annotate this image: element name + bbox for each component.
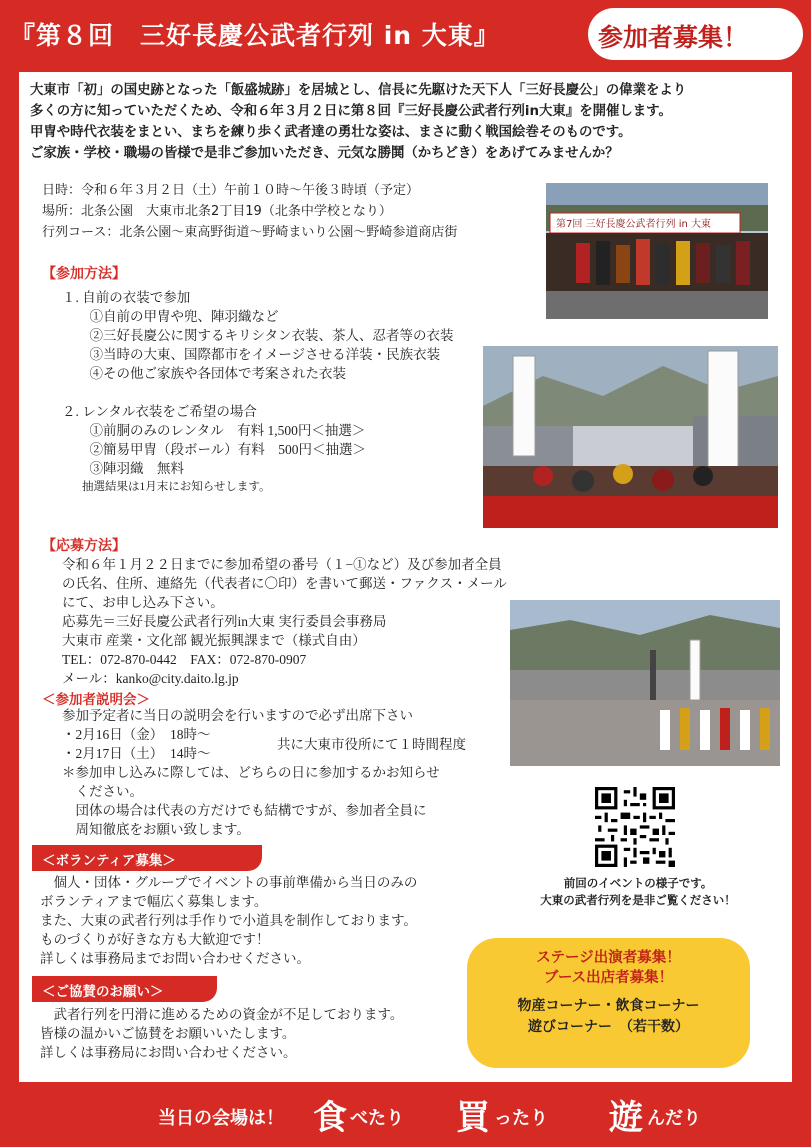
briefing-text — [62, 706, 440, 839]
volunteer-line: ボランティアまで幅広く募集します。 — [40, 894, 268, 909]
volunteer-line: また、大東の武者行列は手作りで小道具を制作しております。 — [40, 913, 417, 928]
recruit-badge — [588, 8, 803, 60]
participation-line: ①自前の甲冑や兜、陣羽織など — [76, 309, 279, 324]
briefing-line: 周知徹底をお願い致します。 — [62, 822, 250, 837]
participation-line: ②簡易甲冑（段ボール）有料 500円＜抽選＞ — [76, 442, 366, 457]
qr-caption-line: 大東の武者行列を是非ご覧ください！ — [540, 893, 736, 907]
qr-caption — [528, 875, 748, 909]
stage-photo-illustration — [546, 183, 768, 319]
event-date: 日時：令和６年３月２日（土）午前１０時〜午後３時頃（予定） — [42, 183, 420, 198]
recruit-box — [467, 938, 750, 1068]
application-line: TEL：072-870-0442 FAX：072-870-0907 — [62, 652, 307, 667]
participation-title: 【参加方法】 — [42, 266, 126, 282]
sponsor-line: 武者行列を円滑に進めるための資金が不足しております。 — [40, 1007, 404, 1022]
event-photo-parade — [483, 346, 778, 528]
briefing-line: ・2月17日（土） 14時〜 — [62, 746, 211, 761]
briefing-side-note: 共に大東市役所にて１時間程度 — [277, 737, 466, 752]
intro-text — [30, 80, 790, 164]
briefing-line: ＊参加申し込みに際しては、どちらの日に参加するかお知らせ — [62, 765, 440, 780]
participation-line: ②三好長慶公に関するキリシタン衣装、茶人、忍者等の衣装 — [76, 328, 454, 343]
footer-eat-kana: べたり — [350, 1108, 404, 1129]
participation-line: ③陣羽織 無料 — [76, 461, 184, 476]
application-line: 応募先＝三好長慶公武者行列in大東 実行委員会事務局 — [62, 614, 387, 629]
sponsor-title: ＜ご協賛のお願い＞ — [42, 984, 164, 1000]
corner-line: 物産コーナー・飲食コーナー — [517, 998, 700, 1014]
application-line: メール：kanko@city.daito.lg.jp — [62, 671, 239, 686]
participation-list — [62, 288, 453, 497]
intro-line: 甲冑や時代衣装をまとい、まちを練り歩く武者達の勇壮な姿は、まさに動く戦国絵巻そのものです。 — [30, 125, 632, 140]
briefing-line: 団体の場合は代表の方だけでも結構ですが、参加者全員に — [62, 803, 427, 818]
event-place: 場所：北条公園 大東市北条2丁目19（北条中学校となり） — [42, 204, 392, 219]
participation-line: １. 自前の衣装で参加 — [62, 290, 191, 305]
volunteer-text — [40, 873, 417, 968]
participation-line: ④その他ご家族や各団体で考案された衣装 — [76, 366, 346, 381]
event-info — [42, 180, 457, 243]
parade-photo-illustration — [483, 346, 778, 528]
qr-code[interactable] — [595, 787, 675, 867]
intro-line: 大東市「初」の国史跡となった「飯盛城跡」を居城とし、信長に先駆けた天下人「三好長慶公」の偉業をより — [30, 83, 687, 98]
volunteer-line: 詳しくは事務局までお問い合わせください。 — [40, 951, 310, 966]
briefing-line: ・2月16日（金） 18時〜 — [62, 727, 211, 742]
footer-lead: 当日の会場は！ — [158, 1108, 284, 1129]
header — [0, 0, 811, 70]
sponsor-line: 詳しくは事務局にお問い合わせください。 — [40, 1045, 297, 1060]
application-line: にて、お申し込み下さい。 — [62, 595, 224, 610]
booth-recruit: ブース出店者募集！ — [543, 970, 674, 986]
intro-line: 多くの方に知っていただくため、令和６年３月２日に第８回『三好長慶公武者行列in大東』を開催します。 — [30, 104, 672, 119]
corner-line: 遊びコーナー （若干数） — [528, 1019, 689, 1035]
briefing-line: ください。 — [62, 784, 143, 799]
application-line: の氏名、住所、連絡先（代表者に〇印）を書いて郵送・ファクス・メール — [62, 576, 507, 591]
footer-buy-kana: ったり — [494, 1108, 548, 1129]
recruit-box-headline — [467, 948, 750, 988]
street-photo-illustration — [510, 600, 780, 766]
volunteer-header — [32, 845, 262, 871]
event-photo-stage — [546, 183, 768, 319]
participation-line: ２. レンタル衣装をご希望の場合 — [62, 404, 257, 419]
recruit-badge-text: 参加者募集！ — [598, 23, 749, 52]
recruit-box-corners — [467, 996, 750, 1038]
stage-recruit: ステージ出演者募集！ — [536, 950, 681, 966]
briefing-line: 参加予定者に当日の説明会を行いますので必ず出席下さい — [62, 708, 413, 723]
volunteer-line: 個人・団体・グループでイベントの事前準備から当日のみの — [40, 875, 418, 890]
participation-line: ①前胴のみのレンタル 有料 1,500円＜抽選＞ — [76, 423, 366, 438]
participation-line — [62, 383, 453, 402]
event-photo-street — [510, 600, 780, 766]
volunteer-title: ＜ボランティア募集＞ — [42, 853, 176, 869]
footer — [0, 1082, 811, 1147]
application-line: 令和６年１月２２日までに参加希望の番号（１−①など）及び参加者全員 — [62, 557, 502, 572]
qr-code-icon — [595, 787, 675, 867]
footer-eat-kanji: 食 — [313, 1098, 347, 1138]
lottery-note: 抽選結果は1月末にお知らせします。 — [82, 481, 271, 493]
application-title: 【応募方法】 — [42, 538, 126, 554]
briefing-title: ＜参加者説明会＞ — [42, 692, 150, 708]
volunteer-line: ものづくりが好きな方も大歓迎です！ — [40, 932, 270, 947]
footer-play-kanji: 遊 — [609, 1098, 643, 1138]
event-course: 行列コース：北条公園〜東高野街道〜野崎まいり公園〜野崎参道商店街 — [42, 225, 458, 240]
stage-banner: 第7回 三好長慶公武者行列 in 大東 — [556, 219, 712, 230]
qr-caption-line: 前回のイベントの様子です。 — [563, 876, 713, 890]
participation-line: ③当時の大東、国際都市をイメージさせる洋装・民族衣装 — [76, 347, 441, 362]
intro-line: ご家族・学校・職場の皆様で是非ご参加いただき、元気な勝鬨（かちどき）をあげてみませんか？ — [30, 146, 619, 161]
sponsor-header — [32, 976, 217, 1002]
sponsor-line: 皆様の温かいご協賛をお願いいたします。 — [40, 1026, 296, 1041]
application-line: 大東市 産業・文化部 観光振興課まで（様式自由） — [62, 633, 366, 648]
footer-buy-kanji: 買 — [456, 1098, 490, 1138]
footer-play-kana: んだり — [647, 1108, 701, 1129]
page-title: 『第８回 三好長慶公武者行列 in 大東』 — [10, 21, 500, 50]
sponsor-text — [40, 1005, 403, 1062]
application-text — [62, 555, 507, 688]
